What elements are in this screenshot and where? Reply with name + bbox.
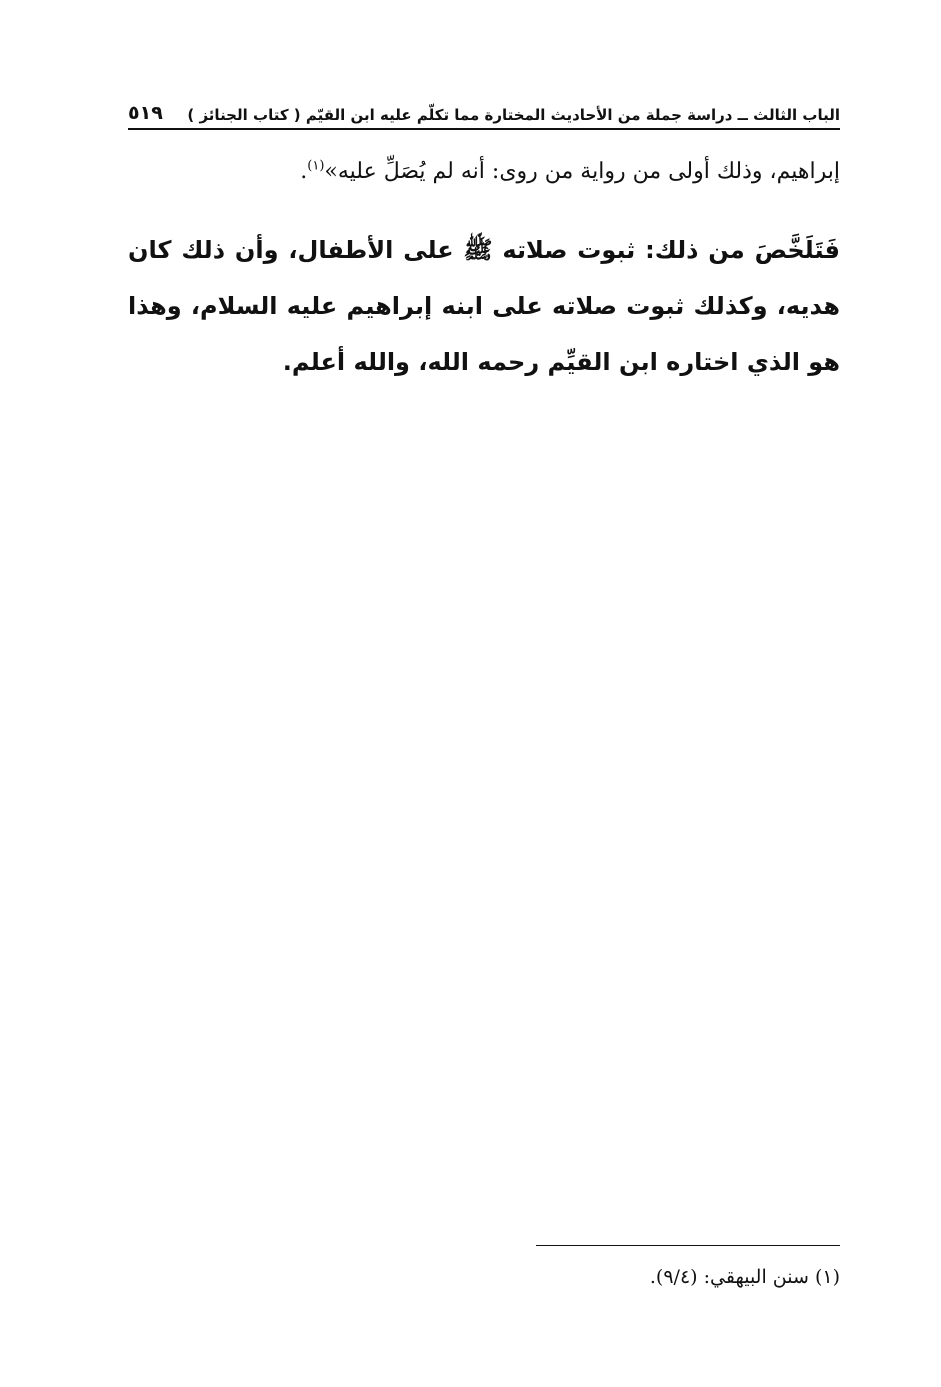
footnote-separator xyxy=(536,1245,840,1246)
conclusion-paragraph: فَتَلَخَّصَ من ذلك: ثبوت صلاته ﷺ على الأطفال، وأن ذلك كان هديه، وكذلك ثبوت صلاته على ابنه إبراهيم عليه السلام، وهذا هو الذي اختاره ابن القيِّم رحمه الله، والله أعلم. xyxy=(128,236,840,376)
footnote-reference: (١) xyxy=(307,158,325,174)
page-number: ٥١٩ xyxy=(128,102,163,124)
continuation-text: إبراهيم، وذلك أولى من رواية من روى: أنه لم يُصَلِّ عليه» xyxy=(324,159,840,184)
running-header xyxy=(128,100,840,130)
header-title: الباب الثالث ــ دراسة جملة من الأحاديث المختارة مما تكلّم عليه ابن القيّم ( كتاب الجنائز ) xyxy=(187,106,840,124)
footnote: (١) سنن البيهقي: (٩/٤). xyxy=(649,1266,840,1288)
continuation-end: . xyxy=(300,159,308,184)
continuation-paragraph xyxy=(128,152,840,192)
